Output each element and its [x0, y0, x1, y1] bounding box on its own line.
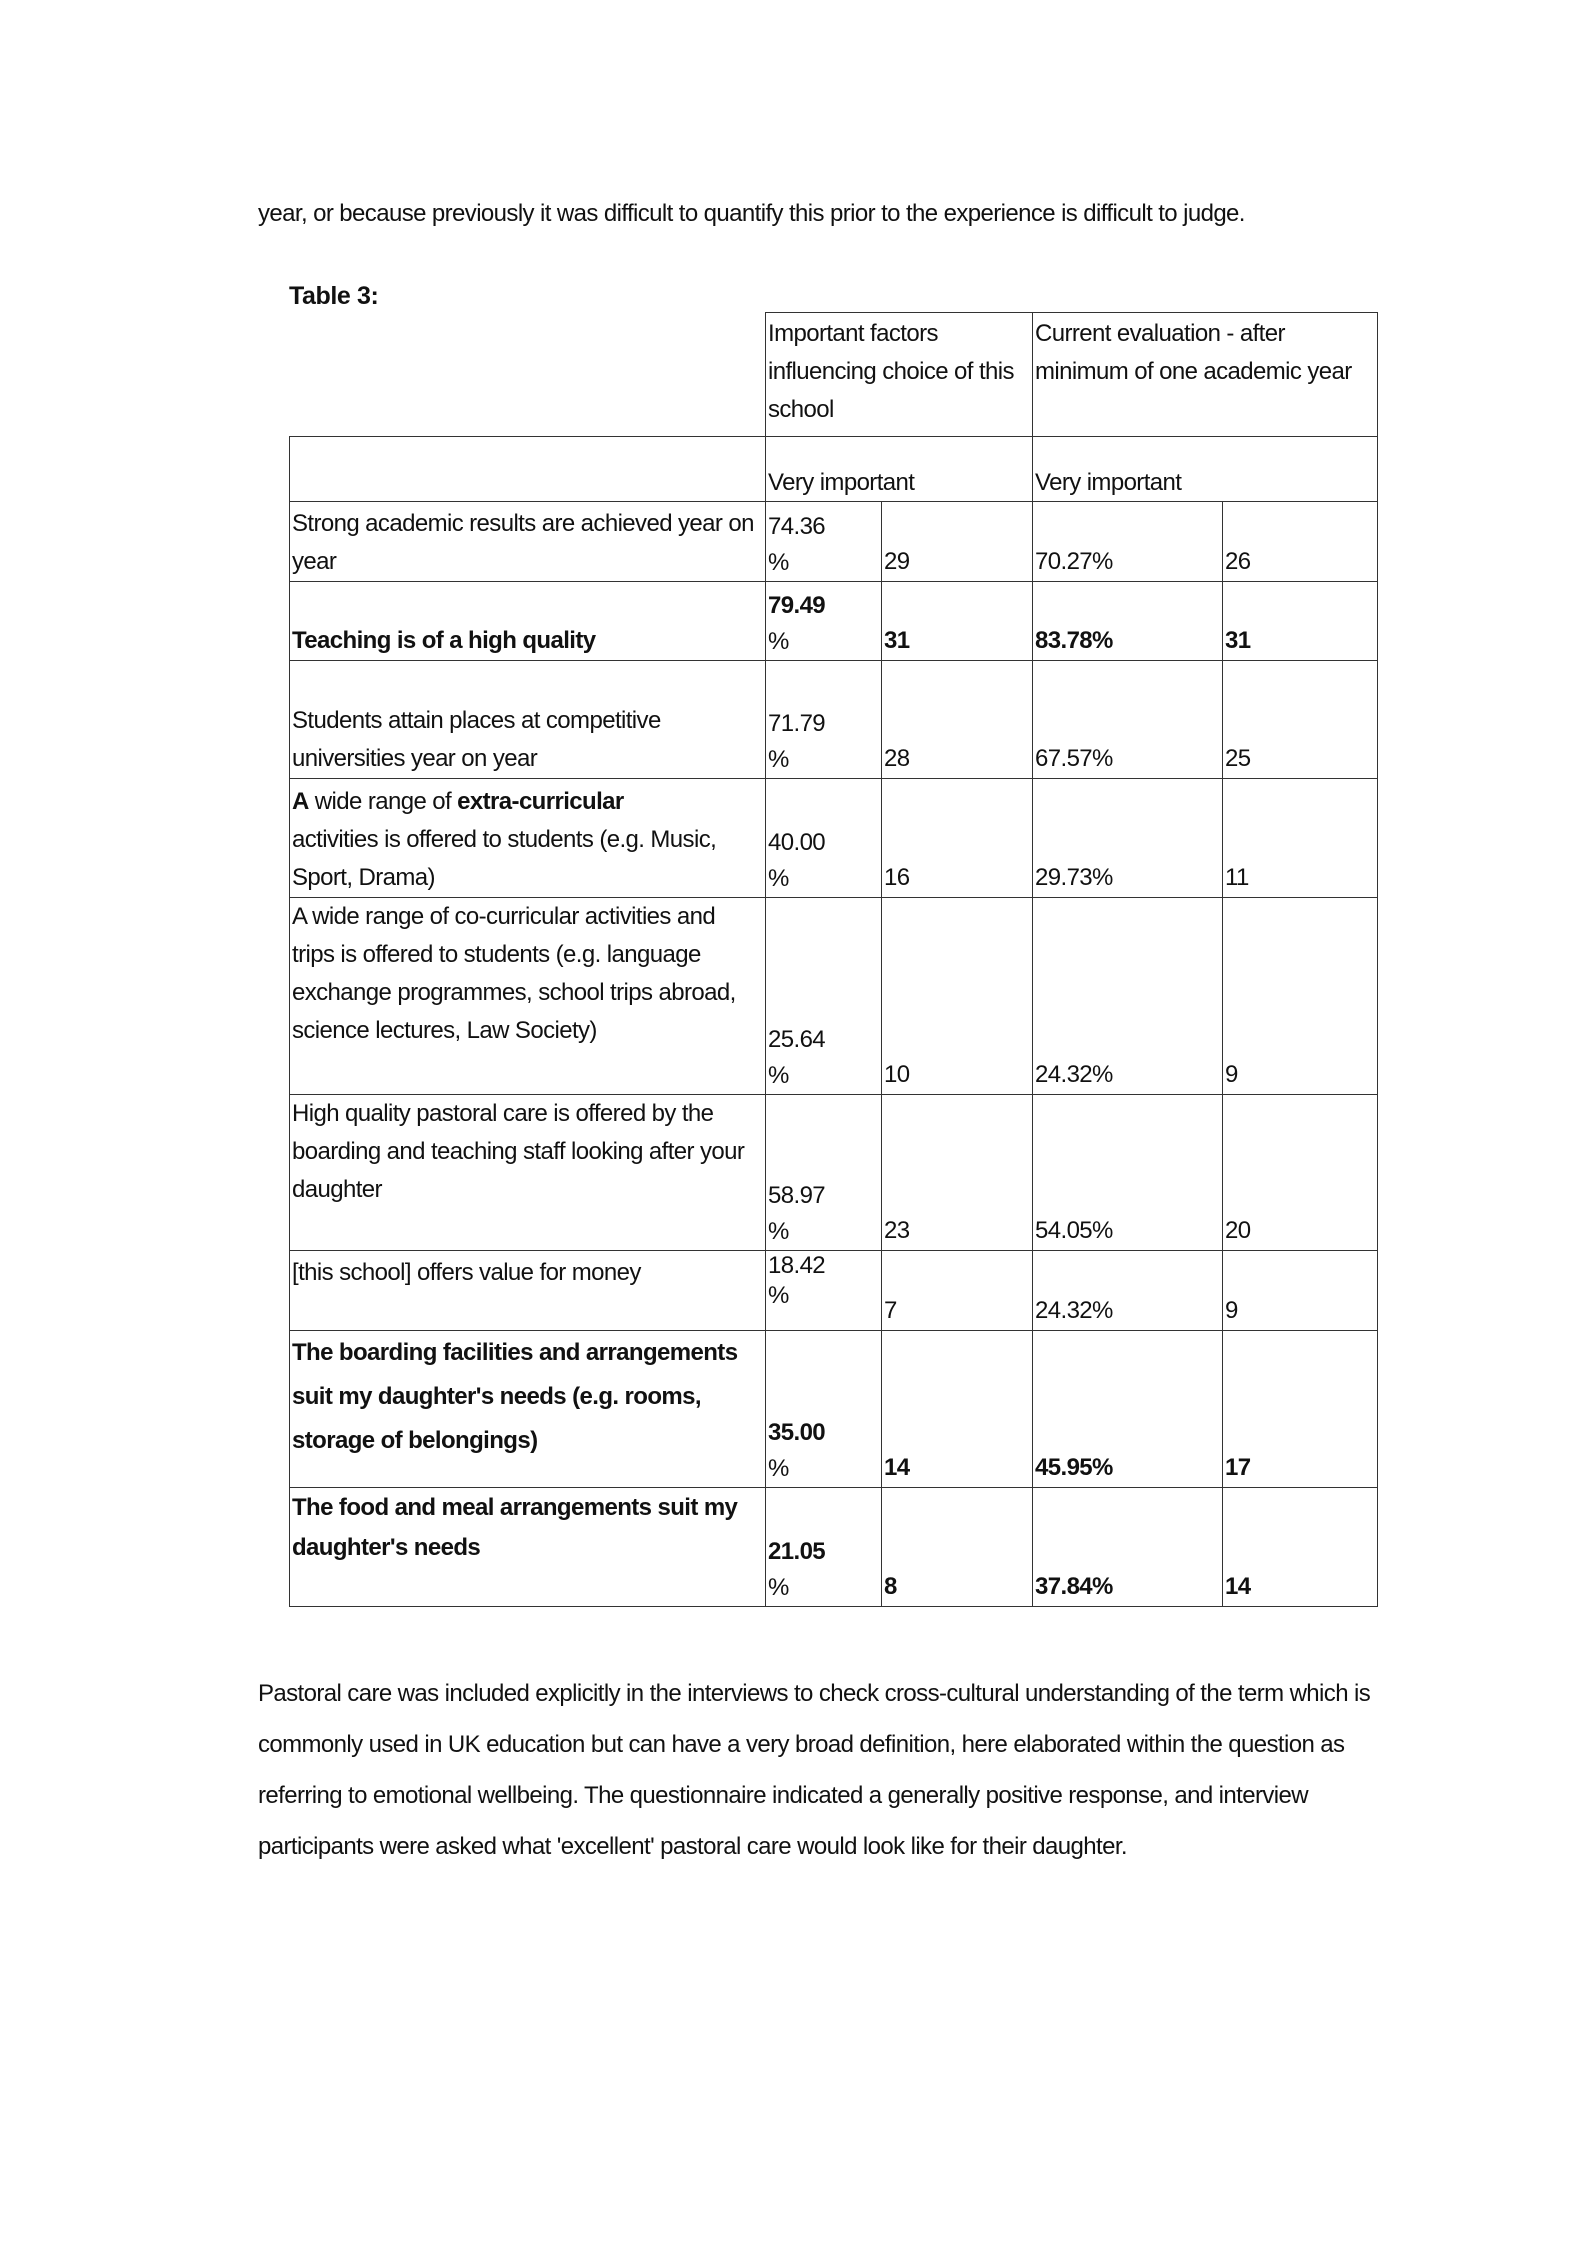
choice-percent — [766, 582, 882, 661]
eval-count: 11 — [1223, 779, 1378, 898]
choice-percent-value: 25.64 — [768, 1026, 826, 1053]
table-caption: Table 3: — [289, 282, 379, 310]
choice-percent-sign: % — [768, 1282, 789, 1309]
table-row — [290, 502, 1378, 582]
eval-percent: 70.27% — [1033, 502, 1223, 582]
row-label: The food and meal arrangements suit my daughter's needs — [290, 1488, 766, 1607]
row-label-rest: activities is offered to students (e.g. Music, Sport, Drama) — [292, 826, 717, 891]
choice-percent-value: 71.79 — [768, 710, 826, 737]
table-row — [290, 661, 1378, 779]
choice-count: 8 — [882, 1488, 1033, 1607]
eval-percent: 67.57% — [1033, 661, 1223, 779]
eval-count: 17 — [1223, 1331, 1378, 1488]
choice-percent — [766, 779, 882, 898]
eval-percent: 24.32% — [1033, 1251, 1223, 1331]
eval-count: 26 — [1223, 502, 1378, 582]
row-label-bold-b: extra-curricular — [457, 788, 624, 815]
choice-percent-sign: % — [768, 865, 789, 892]
eval-percent: 24.32% — [1033, 898, 1223, 1095]
choice-percent-sign: % — [768, 1218, 789, 1245]
row-label-mid: wide range of — [308, 788, 458, 815]
eval-percent: 29.73% — [1033, 779, 1223, 898]
choice-count: 10 — [882, 898, 1033, 1095]
row-label — [290, 779, 766, 898]
choice-percent-value: 21.05 — [768, 1538, 826, 1565]
choice-percent-value: 58.97 — [768, 1182, 826, 1209]
table-header-row — [290, 313, 1378, 437]
eval-percent: 54.05% — [1033, 1095, 1223, 1251]
row-label: Teaching is of a high quality — [290, 582, 766, 661]
eval-count: 20 — [1223, 1095, 1378, 1251]
choice-percent-value: 79.49 — [768, 592, 826, 619]
results-table — [289, 312, 1378, 1607]
choice-percent — [766, 1095, 882, 1251]
choice-percent — [766, 661, 882, 779]
choice-percent-sign: % — [768, 746, 789, 773]
choice-percent-sign: % — [768, 549, 789, 576]
choice-percent-value: 18.42 — [768, 1252, 826, 1279]
eval-percent: 83.78% — [1033, 582, 1223, 661]
choice-count: 16 — [882, 779, 1033, 898]
table-row — [290, 1488, 1378, 1607]
choice-percent-sign: % — [768, 1062, 789, 1089]
table-row — [290, 779, 1378, 898]
eval-count: 31 — [1223, 582, 1378, 661]
eval-percent: 45.95% — [1033, 1331, 1223, 1488]
outro-paragraph: Pastoral care was included explicitly in the interviews to check cross-cultural understanding of the term which is commonly used in UK education but can have a very broad definition, here elaborated within the question as referring to emotional wellbeing. The questionnaire indicated a generally positive response, and interview participants were asked what 'excellent' pastoral care would look like for their daughter. — [258, 1680, 1371, 1860]
choice-percent-value: 35.00 — [768, 1419, 826, 1446]
header-current-evaluation: Current evaluation - after minimum of one academic year — [1033, 313, 1378, 437]
header-choice-factors: Important factors influencing choice of this school — [766, 313, 1033, 437]
choice-count: 29 — [882, 502, 1033, 582]
row-label: A wide range of co-curricular activities and trips is offered to students (e.g. language exchange programmes, school trips abroad, science lectures, Law Society) — [290, 898, 766, 1095]
choice-count: 14 — [882, 1331, 1033, 1488]
row-label: [this school] offers value for money — [290, 1251, 766, 1331]
subheader-very-important-choice: Very important — [766, 437, 1033, 502]
eval-count: 25 — [1223, 661, 1378, 779]
choice-percent — [766, 1331, 882, 1488]
row-label-bold-a: A — [292, 788, 309, 815]
row-label: High quality pastoral care is offered by the boarding and teaching staff looking after your daughter — [290, 1095, 766, 1251]
choice-percent-value: 40.00 — [768, 829, 826, 856]
choice-percent-sign: % — [768, 1574, 789, 1601]
table-row — [290, 582, 1378, 661]
choice-percent-sign: % — [768, 1455, 789, 1482]
choice-count: 23 — [882, 1095, 1033, 1251]
choice-percent — [766, 1251, 882, 1331]
table-row — [290, 1251, 1378, 1331]
eval-count: 14 — [1223, 1488, 1378, 1607]
row-label: Strong academic results are achieved year on year — [290, 502, 766, 582]
choice-percent-sign: % — [768, 628, 789, 655]
row-label: The boarding facilities and arrangements suit my daughter's needs (e.g. rooms, storage of belongings) — [290, 1331, 766, 1488]
choice-count: 31 — [882, 582, 1033, 661]
choice-percent — [766, 898, 882, 1095]
eval-count: 9 — [1223, 898, 1378, 1095]
row-label: Students attain places at competitive universities year on year — [290, 661, 766, 779]
header-blank-cell — [290, 313, 766, 437]
choice-count: 7 — [882, 1251, 1033, 1331]
subheader-very-important-eval: Very important — [1033, 437, 1378, 502]
table-subheader-row — [290, 437, 1378, 502]
table-row — [290, 1095, 1378, 1251]
subheader-blank-cell — [290, 437, 766, 502]
table-row — [290, 898, 1378, 1095]
eval-percent: 37.84% — [1033, 1488, 1223, 1607]
choice-count: 28 — [882, 661, 1033, 779]
table-row — [290, 1331, 1378, 1488]
choice-percent — [766, 1488, 882, 1607]
eval-count: 9 — [1223, 1251, 1378, 1331]
choice-percent — [766, 502, 882, 582]
intro-paragraph: year, or because previously it was difficult to quantify this prior to the experience is difficult to judge. — [258, 200, 1245, 227]
choice-percent-value: 74.36 — [768, 513, 826, 540]
